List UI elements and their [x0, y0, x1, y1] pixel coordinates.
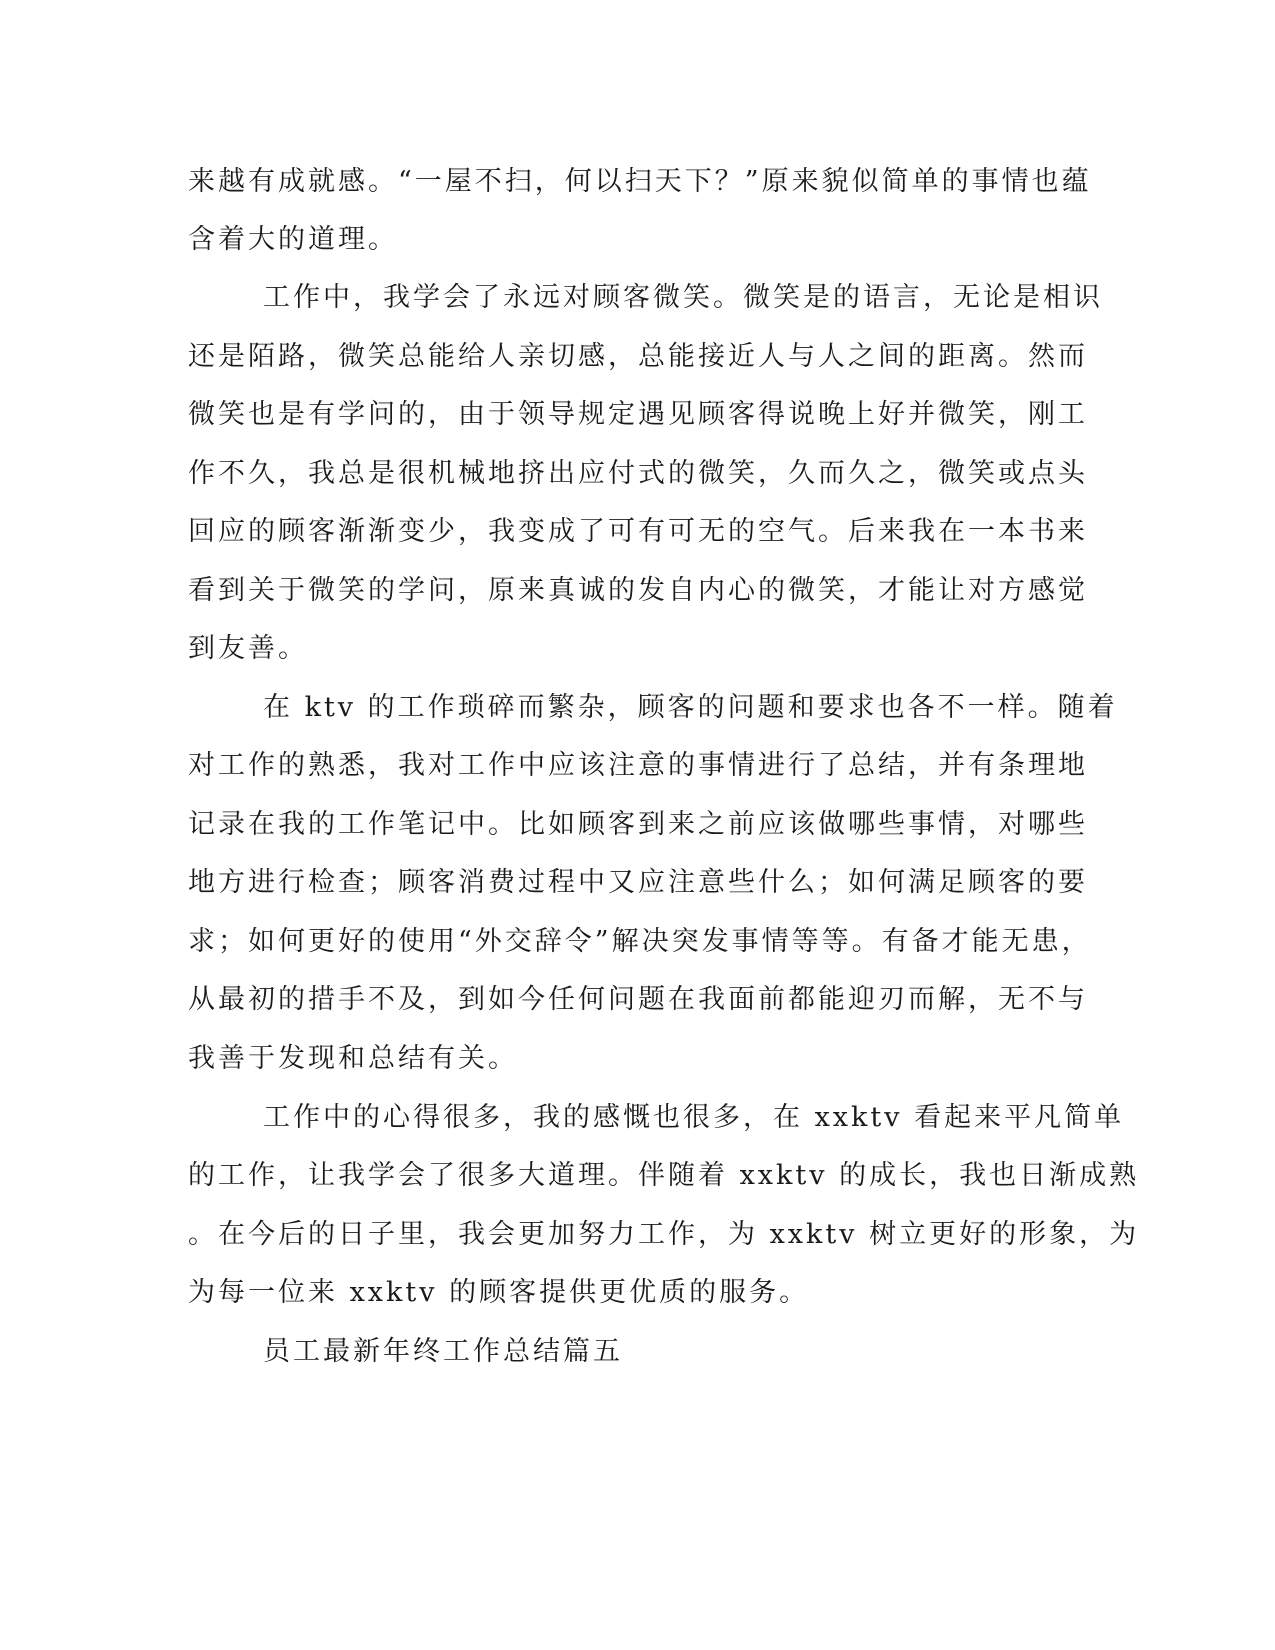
text-line: 微笑也是有学问的，由于领导规定遇见顾客得说晚上好并微笑，刚工 — [188, 399, 1088, 430]
text-line: 作不久，我总是很机械地挤出应付式的微笑，久而久之，微笑或点头 — [188, 458, 1088, 489]
text-line: 求；如何更好的使用“外交辞令”解决突发事情等等。有备才能无患， — [188, 926, 1092, 957]
text-line: 记录在我的工作笔记中。比如顾客到来之前应该做哪些事情，对哪些 — [188, 809, 1088, 840]
text-line: 含着大的道理。 — [188, 224, 398, 255]
section-heading: 员工最新年终工作总结篇五 — [263, 1336, 623, 1367]
text-line: 的工作，让我学会了很多大道理。伴随着 xxktv 的成长，我也日渐成熟 — [188, 1160, 1140, 1191]
text-line: 。在今后的日子里，我会更加努力工作，为 xxktv 树立更好的形象，为 — [188, 1219, 1140, 1250]
text-line: 到友善。 — [188, 633, 308, 664]
text-line: 我善于发现和总结有关。 — [188, 1043, 518, 1074]
text-line: 来越有成就感。“一屋不扫，何以扫天下？”原来貌似简单的事情也蕴 — [188, 166, 1092, 197]
paragraph-first-line: 工作中的心得很多，我的感慨也很多，在 xxktv 看起来平凡简单 — [263, 1102, 1125, 1133]
text-line: 回应的顾客渐渐变少，我变成了可有可无的空气。后来我在一本书来 — [188, 516, 1088, 547]
paragraph-first-line: 在 ktv 的工作琐碎而繁杂，顾客的问题和要求也各不一样。随着 — [263, 692, 1118, 723]
text-line: 为每一位来 xxktv 的顾客提供更优质的服务。 — [188, 1277, 810, 1308]
text-line: 还是陌路，微笑总能给人亲切感，总能接近人与人之间的距离。然而 — [188, 341, 1088, 372]
text-line: 看到关于微笑的学问，原来真诚的发自内心的微笑，才能让对方感觉 — [188, 575, 1088, 606]
text-line: 地方进行检查；顾客消费过程中又应注意些什么；如何满足顾客的要 — [188, 867, 1088, 898]
paragraph-first-line: 工作中，我学会了永远对顾客微笑。微笑是的语言，无论是相识 — [263, 282, 1103, 313]
text-line: 对工作的熟悉，我对工作中应该注意的事情进行了总结，并有条理地 — [188, 750, 1088, 781]
text-line: 从最初的措手不及，到如今任何问题在我面前都能迎刃而解，无不与 — [188, 984, 1088, 1015]
